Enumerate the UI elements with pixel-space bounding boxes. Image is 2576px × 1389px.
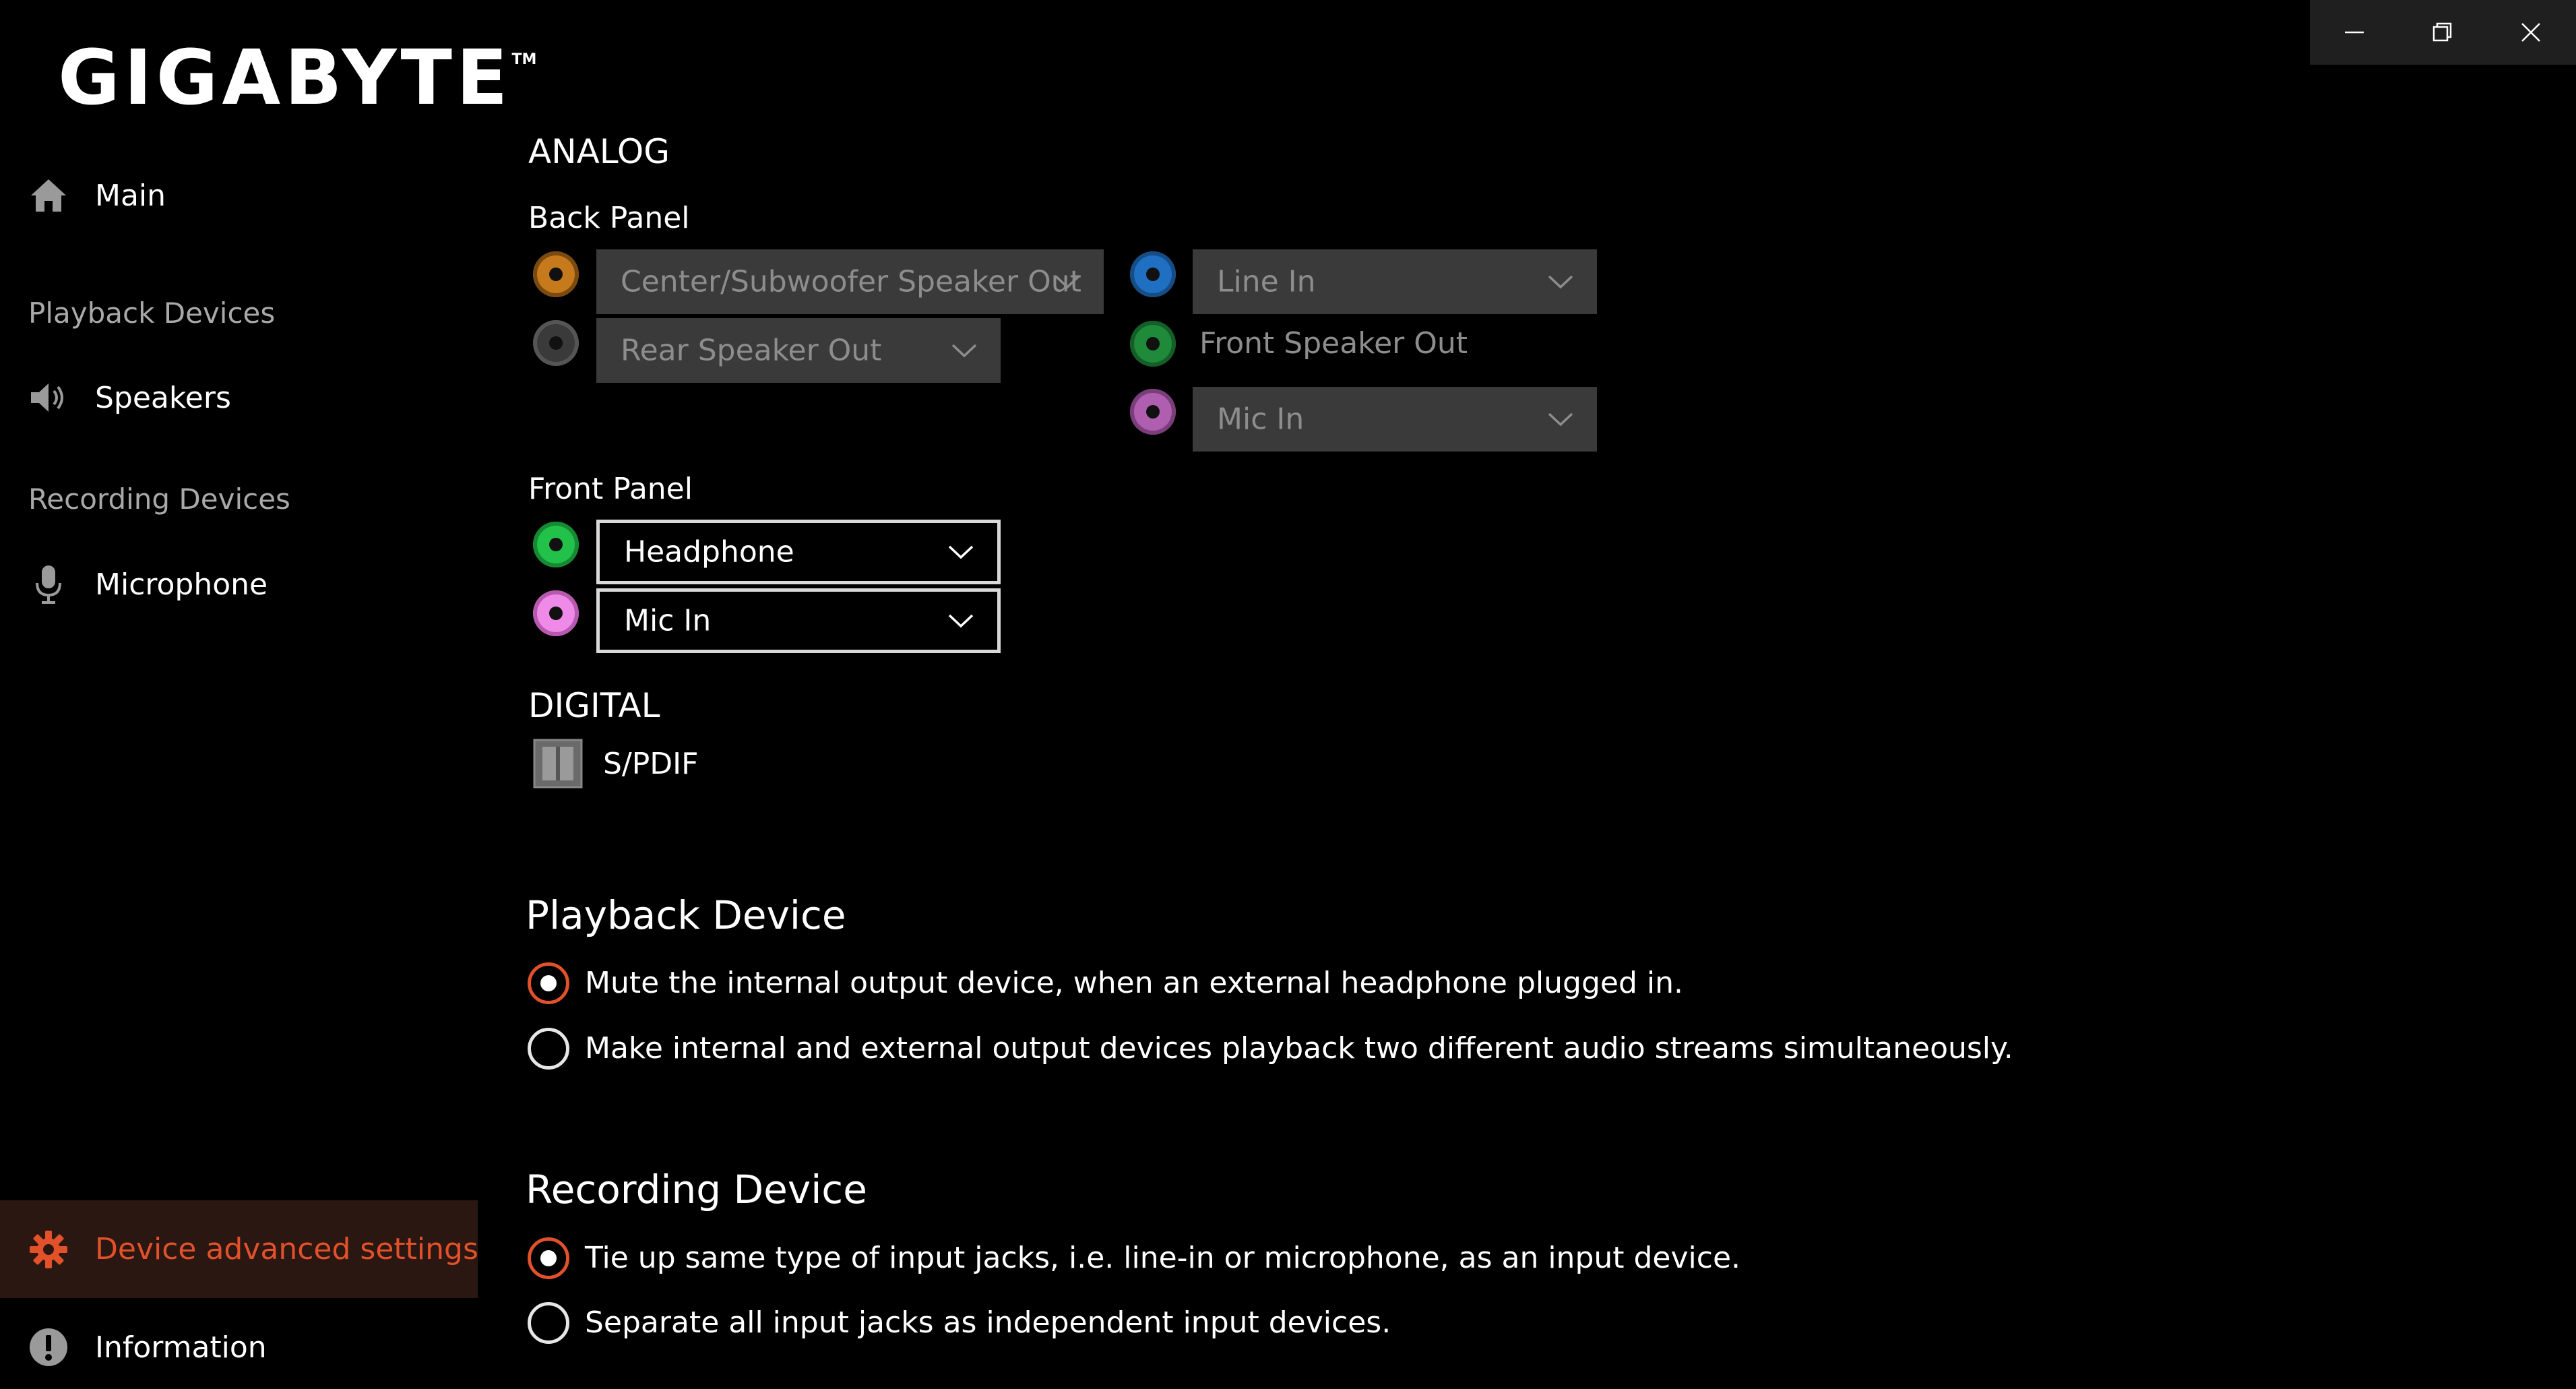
restore-icon [2430,20,2455,44]
recording-devices-section: Recording Devices [28,483,290,516]
radio-two-streams[interactable] [528,1028,569,1070]
sidebar-item-label: Microphone [95,567,268,602]
dropdown-value: Headphone [624,534,794,569]
radio-mute-internal[interactable] [528,962,569,1004]
front-panel-heading: Front Panel [528,472,693,506]
recording-device-heading: Recording Device [526,1167,867,1212]
sidebar-item-label: Speakers [95,380,231,415]
gigabyte-logo [58,34,537,122]
info-icon [27,1326,70,1369]
sidebar-item-speakers[interactable] [0,361,478,435]
radio-label: Tie up same type of input jacks, i.e. line-in or microphone, as an input device. [585,1241,1741,1275]
chevron-down-icon [947,613,974,629]
chevron-down-icon [1547,411,1574,427]
restore-button[interactable] [2398,0,2486,65]
jack-pink-icon [1130,389,1176,435]
radio-label: Make internal and external output devices playback two different audio streams simultaneously. [585,1031,2013,1066]
headphone-dropdown[interactable] [596,520,1001,584]
sidebar-item-label: Device advanced settings [95,1232,478,1266]
playback-device-heading: Playback Device [526,892,846,938]
playback-devices-section: Playback Devices [28,297,276,330]
jack-pink-icon [533,590,579,636]
minimize-icon [2342,20,2366,44]
chevron-down-icon [951,342,978,359]
radio-separate-jacks[interactable] [528,1302,569,1344]
home-icon [27,174,70,217]
front-speaker-out-label: Front Speaker Out [1199,326,1468,361]
mic-in-back-dropdown[interactable] [1193,387,1597,452]
sidebar-item-main[interactable] [0,158,478,233]
radio-label: Separate all input jacks as independent input devices. [585,1305,1391,1340]
jack-green-icon [533,522,579,567]
analog-heading: ANALOG [528,132,670,171]
center-subwoofer-dropdown[interactable] [596,249,1104,314]
trademark-mark: TM [511,51,537,68]
jack-orange-icon [533,251,579,297]
sidebar-item-label: Information [95,1330,267,1365]
brand-name: GIGABYTE [58,34,512,122]
dropdown-value: Mic In [1217,402,1305,437]
sidebar-item-label: Main [95,178,166,213]
speaker-icon [27,376,70,419]
dropdown-value: Mic In [624,603,712,638]
sidebar-item-microphone[interactable] [0,547,478,621]
back-panel-heading: Back Panel [528,201,690,235]
jack-black-icon [533,320,579,366]
mic-in-front-dropdown[interactable] [596,588,1001,653]
line-in-dropdown[interactable] [1193,249,1597,314]
sidebar-item-information[interactable] [0,1310,478,1384]
digital-heading: DIGITAL [528,686,660,725]
spdif-port-icon [533,739,583,789]
minimize-button[interactable] [2310,0,2398,65]
chevron-down-icon [1054,274,1081,290]
sidebar-item-device-advanced-settings[interactable] [0,1200,478,1298]
gear-icon [27,1228,70,1271]
dropdown-value: Center/Subwoofer Speaker Out [621,264,1081,299]
radio-tie-up-jacks[interactable] [528,1237,569,1279]
close-button[interactable] [2486,0,2575,65]
microphone-icon [27,563,70,606]
jack-green-icon [1130,321,1176,367]
dropdown-value: Rear Speaker Out [621,333,882,368]
chevron-down-icon [1547,274,1574,290]
close-icon [2519,20,2543,44]
radio-label: Mute the internal output device, when an external headphone plugged in. [585,966,1683,1000]
title-bar [2310,0,2576,65]
chevron-down-icon [947,544,974,560]
spdif-label: S/PDIF [603,747,699,781]
dropdown-value: Line In [1217,264,1316,299]
jack-blue-icon [1130,251,1176,297]
rear-speaker-dropdown[interactable] [596,318,1001,383]
